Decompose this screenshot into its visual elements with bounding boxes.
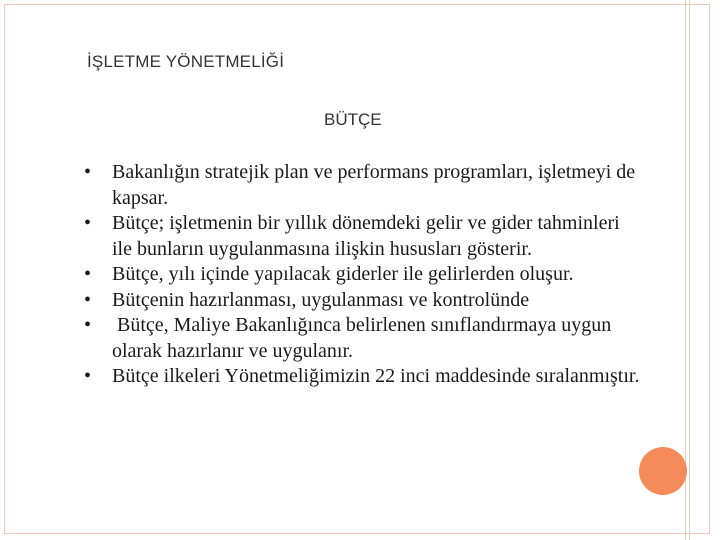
bullet-icon: • xyxy=(84,365,92,387)
list-item-text: Bütçe; işletmenin bir yıllık dönemdeki gelir ve gider tahminleri ile bunların uygulanmasına ilişkin hususları gösterir. xyxy=(112,212,620,260)
list-item-text: Bütçe, yılı içinde yapılacak giderler ile gelirlerden oluşur. xyxy=(112,263,574,285)
bullet-list xyxy=(84,160,644,390)
list-item-text: Bütçe, Maliye Bakanlığınca belirlenen sınıflandırmaya uygun olarak hazırlanır ve uygulanır. xyxy=(112,314,617,362)
list-item-text: Bütçenin hazırlanması, uygulanması ve kontrolünde xyxy=(112,288,530,311)
bullet-icon: • xyxy=(84,161,92,183)
decorative-side-bar xyxy=(685,0,690,540)
list-item-text: Bütçe ilkeleri Yönetmeliğimizin 22 inci maddesinde sıralanmıştır. xyxy=(112,365,640,387)
section-title: BÜTÇE xyxy=(324,110,382,129)
page-header-title: İŞLETME YÖNETMELİĞİ xyxy=(87,52,285,71)
list-item xyxy=(84,313,644,364)
list-item xyxy=(84,160,644,211)
bullet-icon: • xyxy=(84,212,92,234)
list-item xyxy=(84,262,644,288)
bullet-icon: • xyxy=(84,314,92,336)
decorative-circle-icon xyxy=(639,447,687,495)
list-item-text: Bakanlığın stratejik plan ve performans programları, işletmeyi de kapsar. xyxy=(112,161,636,209)
list-item xyxy=(84,211,644,262)
bullet-icon: • xyxy=(84,288,92,311)
list-item xyxy=(84,288,644,314)
list-item xyxy=(84,364,644,390)
bullet-icon: • xyxy=(84,263,92,285)
